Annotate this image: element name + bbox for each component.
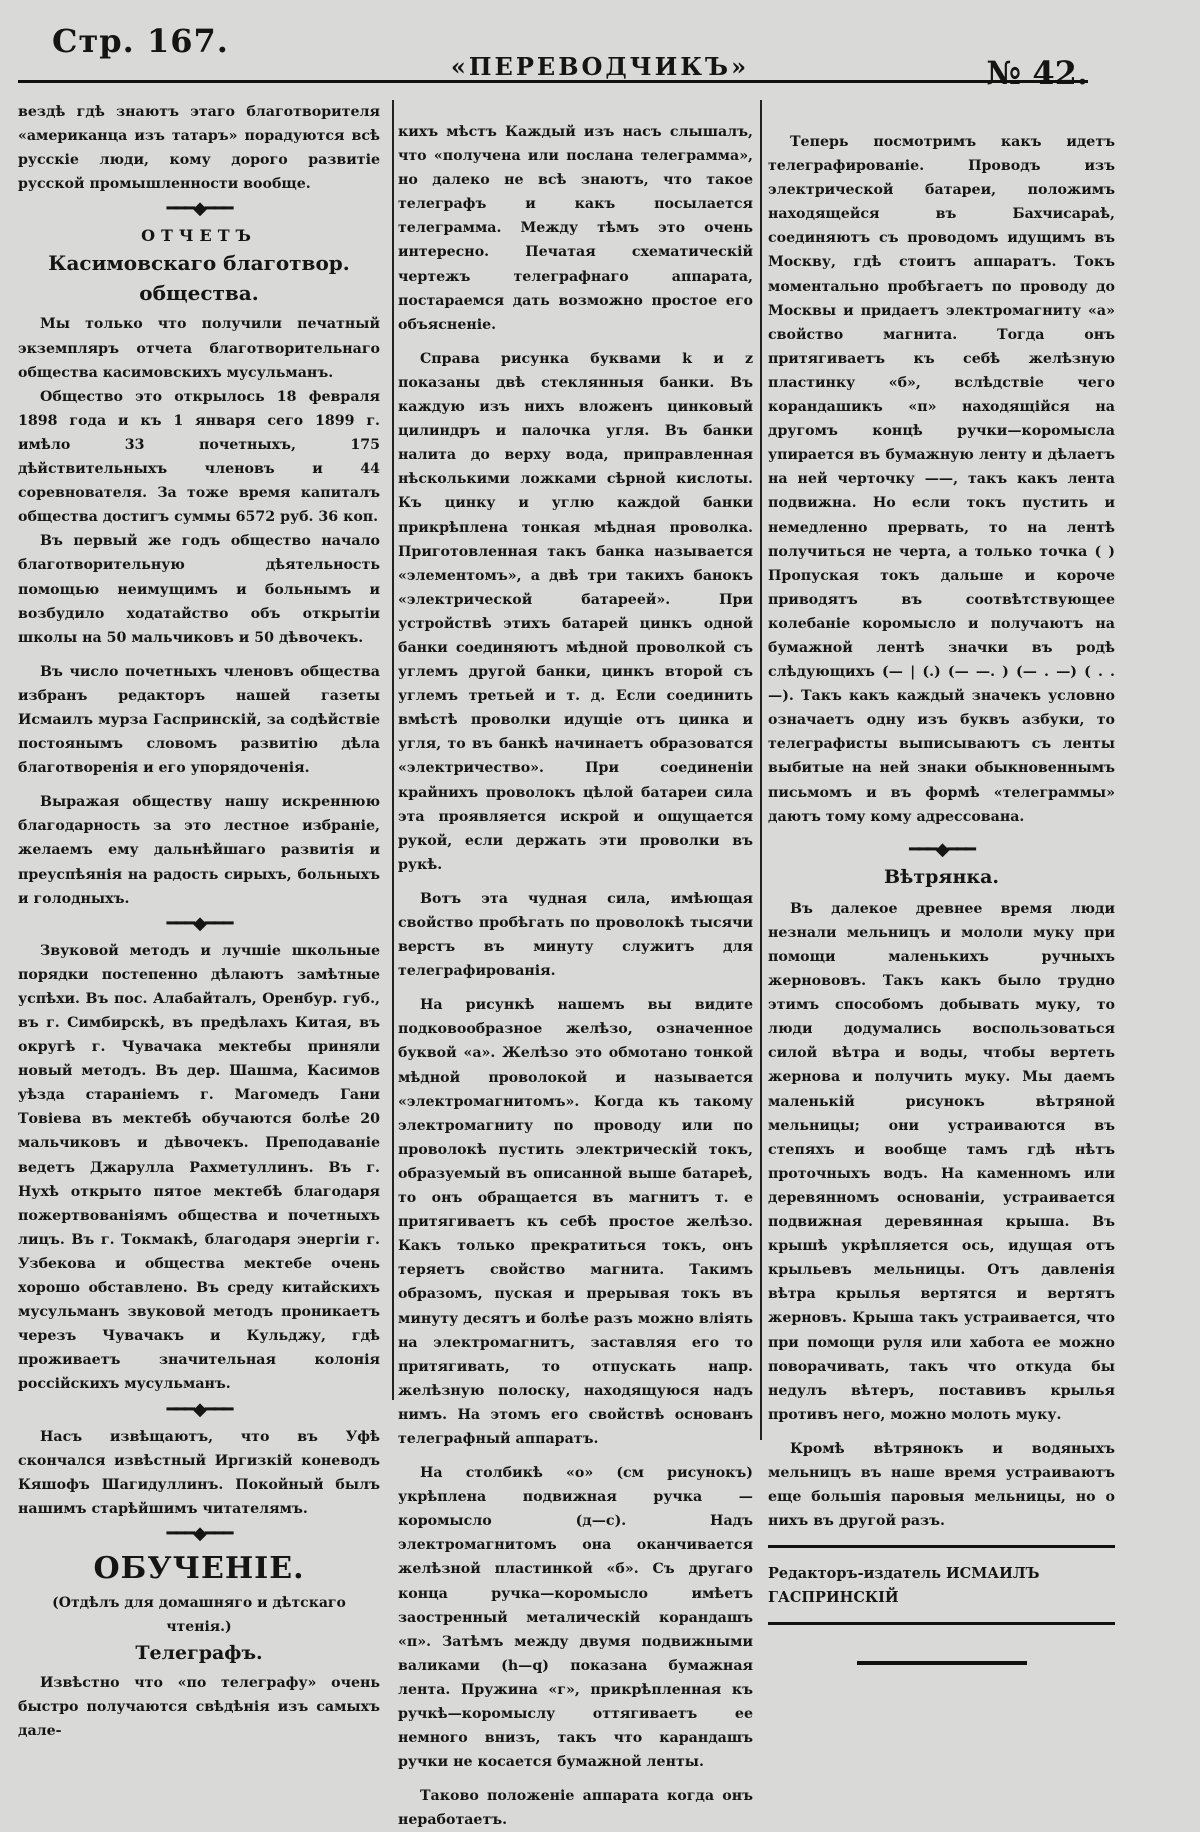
masthead-rule [18,80,1088,83]
education-subheading: (Отдѣлъ для домашняго и дѣтскаго чтенія.) [52,1594,346,1635]
windmill-paragraph: Кромѣ вѣтрянокъ и водяныхъ мельницъ въ наше время устраиваютъ еще большія паровыя мельницы, но о нихъ въ другой разъ. [768,1440,1115,1530]
telegraph-heading: Телеграфъ. [135,1642,263,1665]
ornament-divider: ━━━◆━━━ [166,1398,232,1420]
ornament-divider: ━━━◆━━━ [166,912,232,934]
report-paragraph: Общество это открылось 18 февраля 1898 года и къ 1 января сего 1899 г. имѣло 33 почетныхъ, 175 дѣйствительныхъ членовъ и 44 соревнователя. За тоже время капиталъ общества достигъ суммы 6572 руб. 36 коп. [18,388,380,526]
column-divider-2 [760,100,762,1440]
column-divider-1 [392,100,394,1400]
column-1 [18,100,380,1743]
education-heading: ОБУЧЕНІЕ. [93,1550,305,1586]
end-rule [857,1661,1027,1665]
report-heading: ОТЧЕТЪ [141,226,257,246]
news-paragraph: Звуковой методъ и лучшіе школьные порядки постепенно дѣлаютъ замѣтные успѣхи. Въ пос. Алабайталъ, Оренбур. губ., въ г. Симбирскѣ, въ предѣлахъ Китая, въ округѣ г. Чувачака мектебы приняли новый методъ. Въ дер. Шашма, Касимов уѣзда стараніемъ г. Магомедъ Гани Товіева въ мектебѣ обучаются болѣе 20 мальчиковъ и дѣвочекъ. Преподаваніе ведетъ Джарулла Рахметуллинъ. Въ г. Нухѣ открыто пятое мектебѣ благодаря пожертвованіямъ общества и почетныхъ лицъ. Въ г. Токмакѣ, благодаря энергіи г. Узбекова и общества мектебе очень хорошо обставлено. Въ среду китайскихъ мусульманъ звуковой методъ проникаетъ черезъ Чувачакъ и Кульджу, гдѣ проживаетъ значительная колонія россійскихъ мусульманъ. [18,942,380,1393]
issue-number: № 42. [986,54,1088,92]
signature-rule [768,1545,1115,1548]
ornament-divider: ━━━◆━━━ [909,838,974,860]
article-ending: вездѣ гдѣ знаютъ этаго благотворителя «американца изъ татаръ» порадуются всѣ русскіе люди, кому дорого развитіе русской промышленности вообще. [18,104,380,193]
windmill-heading: Вѣтрянка. [883,865,1000,888]
news-paragraph: Насъ извѣщаютъ, что въ Уфѣ скончался извѣстный Иргизкій коневодъ Кяшофъ Шагидуллинъ. Покойный былъ нашимъ старѣйшимъ читателямъ. [18,1428,380,1517]
telegraph-paragraph: Справа рисунка буквами k и z показаны двѣ стеклянныя банки. Въ каждую изъ нихъ вложенъ цинковый цилиндръ и палочка угля. Въ банки налита до верху вода, приправленная нѣсколькими ложками сѣрной кислоты. Къ цинку и углю каждой банки прикрѣплена тонкая мѣдная проволка. Приготовленная такъ банка называется «элементомъ», а двѣ три такихъ банокъ «электрической батареей». При устройствѣ этихъ батарей цинкъ одной банки соединяютъ мѣдной проволкой съ углемъ другой банки, цинкъ второй съ углемъ третьей и т. д. Если соединить вмѣстѣ проволки идущіе отъ цинка и угля, то въ банкѣ начинаетъ образоватся «электричество». При соединеніи крайнихъ проволокъ цѣлой батареи сила эта проявляется искрой и ощущается рукой, если держать эти проволки въ рукѣ. [398,350,753,873]
ornament-divider: ━━━◆━━━ [166,1522,232,1544]
telegraph-paragraph: На рисункѣ нашемъ вы видите подковообразное желѣзо, означенное буквой «а». Желѣзо это обмотано тонкой мѣдной проволокой и называется «электромагнитомъ». Когда къ такому электромагниту по проводу или по проволокѣ пустить электрическій токъ, образуемый въ описанной выше батареѣ, то онъ обращается въ магнитъ т. е притягиваетъ къ себѣ простое желѣзо. Какъ только прекратиться токъ, онъ теряетъ свойство магнита. Такимъ образомъ, пуская и прерывая токъ въ минуту десятъ и болѣе разъ можно вліять на электромагнитъ, заставляя его то притягивать, то отпускать напр. желѣзную полоску, находящуюся надъ нимъ. На этомъ его свойствѣ основанъ телеграфный аппаратъ. [398,997,753,1447]
report-paragraph: Выражая обществу нашу искреннюю благодарность за это лестное избраніе, желаемъ ему дальнѣйшаго развитія и преуспѣянія на радость сирыхъ, больныхъ и голодныхъ. [18,794,380,907]
page-number: Стр. 167. [52,22,229,60]
column-3 [768,130,1115,1665]
report-subheading: Касимовскаго благотвор. общества. [48,251,350,306]
telegraph-paragraph: Теперь посмотримъ какъ идетъ телеграфированіе. Проводъ изъ электрической батареи, положимъ находящейся въ Бахчисараѣ, соединяютъ съ проводомъ идущимъ въ Москву, гдѣ стоитъ аппаратъ. Токъ моментально пробѣгаетъ по проводу до Москвы и придаетъ электромагниту «а» свойство магнита. Тогда онъ притягиваетъ къ себѣ желѣзную пластинку «б», вслѣдствіе чего корандашикъ «п» находящійся на другомъ концѣ ручки—коромысла упирается въ бумажную ленту и дѣлаетъ на ней черточку ——, такъ какъ лента подвижна. Но если токъ пустить и немедленно прервать, то на лентѣ получиться не черта, а только точка ( ) Пропуская токъ дальше и короче приводятъ въ соотвѣтствующее колебаніе коромысло и получаютъ на бумажной лентѣ значки въ родѣ слѣдующихъ (— | (.) (— —. ) (— . —) ( . . —). Такъ какъ каждый значекъ условно означаетъ одну изъ буквъ азбуки, то телеграфисты выписываютъ съ ленты выбитые на ней знаки обыкновеннымъ письмомъ и въ формѣ «телеграммы» даютъ тому кому адрессована. [768,134,1115,825]
telegraph-paragraph: На столбикѣ «о» (см рисунокъ) укрѣплена подвижная ручка — коромысло (д—с). Надъ электромагнитомъ она оканчивается желѣзной пластинкой «б». Съ другаго конца ручка—коромысло имѣетъ заостренный металическій корандашъ «п». Затѣмъ между двумя подвижными валиками (h—q) показана бумажная лента. Пружина «г», прикрѣпленная къ ручкѣ—коромыслу оттягиваетъ ее немного внизъ, такъ что карандашъ ручки не косается бумажной ленты. [398,1465,753,1771]
ornament-divider: ━━━◆━━━ [166,198,232,220]
report-paragraph: Мы только что получили печатный экземпляръ отчета благотворительнаго общества касимовскихъ мусульманъ. [18,316,380,381]
newspaper-title: «ПЕРЕВОДЧИКЪ» [450,52,750,81]
telegraph-paragraph: Вотъ эта чудная сила, имѣющая свойство пробѣгать по проволокѣ тысячи верстъ въ минуту служитъ для телеграфированія. [398,890,753,980]
telegraph-paragraph: Извѣстно что «по телеграфу» очень быстро получаются свѣдѣнія изъ самыхъ дале- [18,1675,380,1740]
signature-rule-bottom [768,1622,1115,1625]
telegraph-paragraph: кихъ мѣстъ Каждый изъ насъ слышалъ, что «получена или послана телеграмма», но далеко не всѣ знаютъ, что такое телеграфъ и какъ посылается телеграмма. Между тѣмъ это очень интересно. Печатая схематическій чертежъ телеграфнаго аппарата, постараемся дать возможно простое его объясненіе. [398,124,753,333]
editor-signature: Редакторъ-издатель ИСМАИЛЪ ГАСПРИНСКІЙ [768,1565,1040,1607]
report-paragraph: Въ число почетныхъ членовъ общества избранъ редакторъ нашей газеты Исмаилъ мурза Гаспринскій, за содѣйствіе постоянымъ словомъ развитію дѣла благотворенія и его упорядоченія. [18,663,380,777]
column-2 [398,120,753,1832]
windmill-paragraph: Въ далекое древнее время люди незнали мельницъ и мололи муку при помощи маленькихъ ручныхъ жернововъ. Такъ какъ было трудно этимъ способомъ добывать муку, то люди додумались воспользоваться силой вѣтра и воды, чтобы вертеть жернова и получить муку. Мы даемъ маленькій рисунокъ вѣтряной мельницы; они устраиваются въ степяхъ и вообще тамъ гдѣ нѣтъ проточныхъ водъ. На каменномъ или деревянномъ основаніи, устраивается подвижная деревянная крыша. Въ крышѣ укрѣпляется ось, идущая отъ крыльевъ мельницы. Отъ давленія вѣтра крылья вертятся и вертятъ жерновъ. Крыша такъ устраивается, что при помощи руля или хабота ее можно поворачивать, такъ что откуда бы недулъ вѣтеръ, поставивъ крылья противъ него, можно молоть муку. [768,900,1115,1423]
report-paragraph: Въ первый же годъ общество начало благотворительную дѣятельность помощью неимущимъ и больнымъ и возбудило ходатайство объ открытіи школы на 50 мальчиковъ и 50 дѣвочекъ. [18,533,380,646]
telegraph-paragraph: Таково положеніе аппарата когда онъ неработаетъ. [398,1788,753,1829]
